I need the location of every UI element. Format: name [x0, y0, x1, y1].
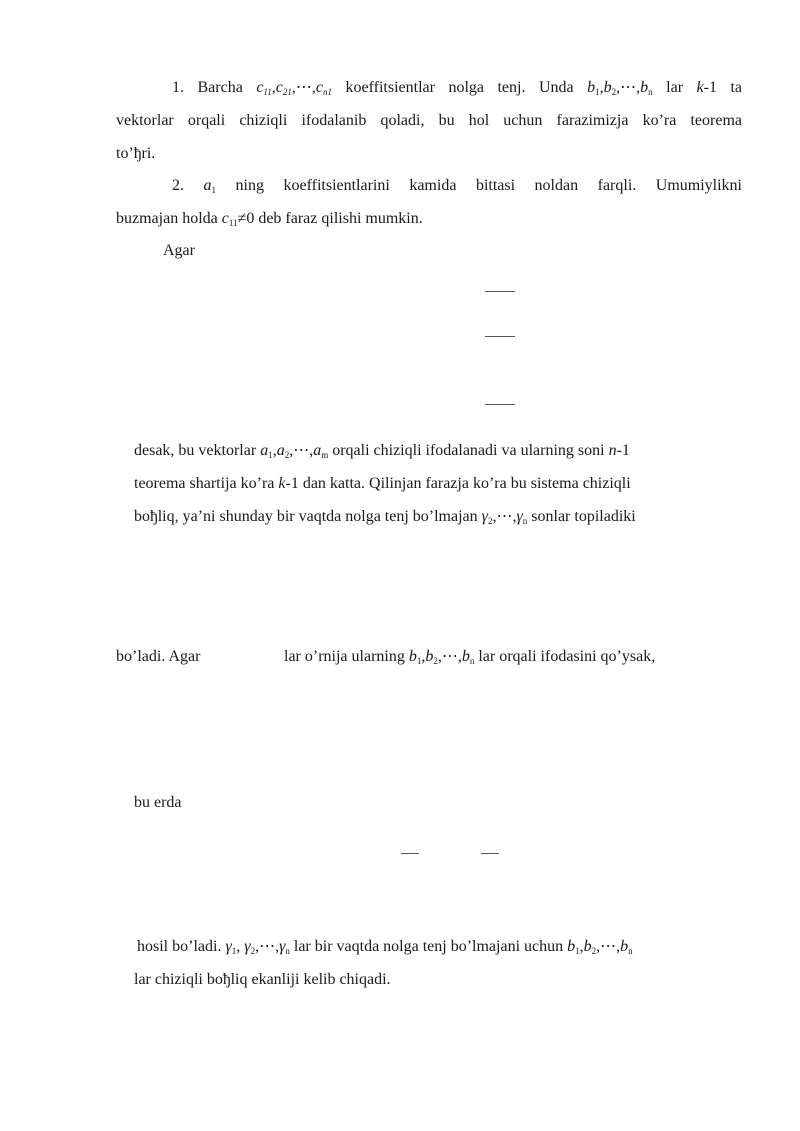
p4-line-a: bo’ladi. Agar	[116, 648, 201, 665]
p2-line1: 2. $a_1$ ning koeffitsientlarini kamida bittasi noldan farqli. Umumiylikni	[172, 177, 742, 195]
formula-rule-2	[485, 336, 515, 337]
p3-line1: desak, bu vektorlar $a_1,a_2,\cdots,a_m$ orqali chiziqli ifodalanadi va ularning soni n-1	[134, 442, 630, 460]
formula-rule-4	[401, 853, 419, 854]
formula-rule-1	[485, 291, 515, 292]
p1-line3: to’ђri.	[116, 145, 156, 162]
bu-erda-label: bu erda	[134, 794, 182, 811]
p4-line-b: lar o’rnija ularning $b_1,b_2,\cdots,b_n$ lar orqali ifodasini qo’ysak,	[284, 648, 656, 666]
agar-label: Agar	[163, 242, 195, 259]
p2-line2: buzmajan holda $c_{11}\ne 0$ deb faraz qilishi mumkin.	[116, 210, 423, 228]
c11-var: $c_{11}$	[256, 79, 272, 97]
formula-rule-3	[485, 404, 515, 405]
p3-line3: boђliq, ya’ni shunday bir vaqtda nolga tenj bo’lmajan $\gamma_2,\cdots,\gamma_n$ sonlar topiladiki	[134, 508, 636, 526]
formula-rule-5	[481, 853, 499, 854]
p5-line1: hosil bo’ladi. $\gamma_1$, $\gamma_2,\cdots,\gamma_n$ lar bir vaqtda nolga tenj bo’lmajani uchun $b_1,b_2,\cdots,b_n$	[137, 938, 633, 956]
p3-line2: teorema shartija ko’ra k-1 dan katta. Qilinjan farazja ko’ra bu sistema chiziqli	[134, 475, 631, 492]
p1-line1: 1. Barcha $c_{11},c_{21},\cdots,c_{n1}$ koeffitsientlar nolga tenj. Unda $b_1,b_2,\cdots,b_n$ lar k-1 ta	[172, 79, 742, 97]
p5-line2: lar chiziqli boђliq ekanliji kelib chiqadi.	[134, 971, 391, 988]
p1-line2: vektorlar orqali chiziqli ifodalanib qoladi, bu hol uchun farazimizja ko’ra teorema	[116, 112, 742, 129]
